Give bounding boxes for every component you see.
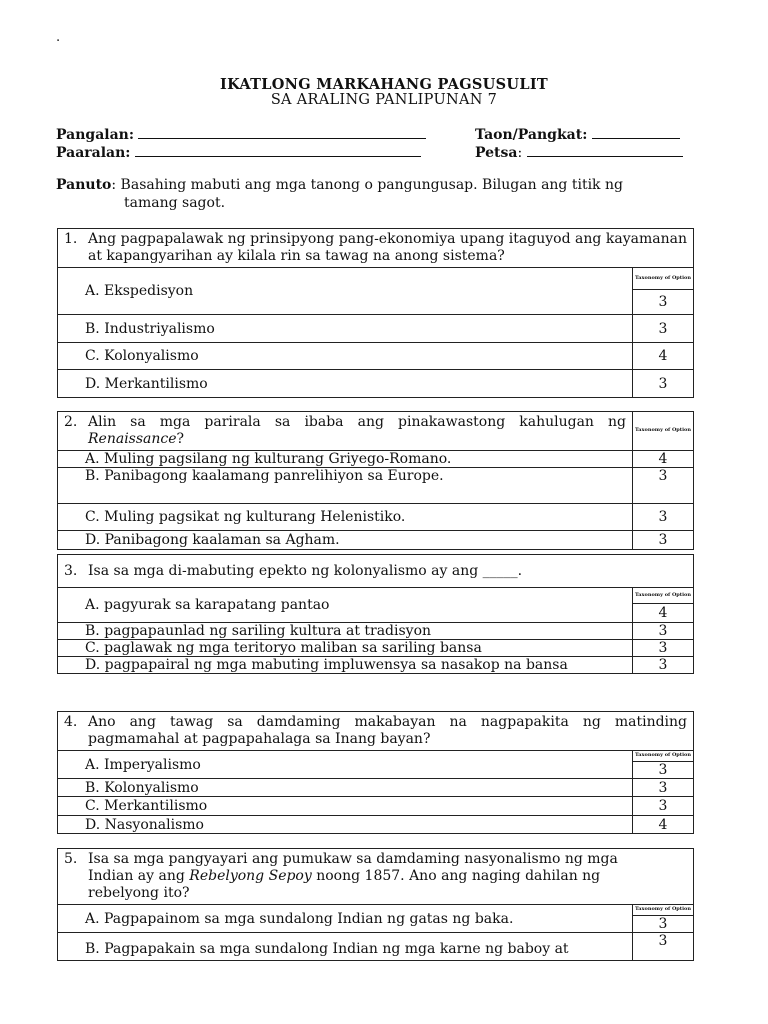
taxonomy-value: 3 <box>633 531 694 550</box>
option-a[interactable]: A. Ekspedisyon <box>58 268 633 315</box>
option-d[interactable]: D. Panibagong kaalaman sa Agham. <box>58 531 633 550</box>
taxonomy-value: 3 <box>633 370 694 398</box>
option-b[interactable]: B. pagpapaunlad ng sariling kultura at tradisyon <box>58 623 633 640</box>
option-b[interactable]: B. Kolonyalismo <box>58 779 633 797</box>
taxonomy-value: 4 <box>633 343 694 370</box>
taxonomy-header: Taxonomy of Option <box>633 905 694 916</box>
date-label: Petsa <box>475 145 518 161</box>
question-4 <box>57 711 694 834</box>
taxonomy-value: 3 <box>633 504 694 531</box>
option-d[interactable]: D. Merkantilismo <box>58 370 633 398</box>
year-section-blank[interactable] <box>592 126 680 139</box>
taxonomy-value: 3 <box>633 916 694 933</box>
taxonomy-value: 4 <box>633 816 694 834</box>
taxonomy-header: Taxonomy of Option <box>633 412 694 451</box>
question-stem: 5. Isa sa mga pangyayari ang pumukaw sa damdaming nasyonalismo ng mga Indian ay ang Rebelyong Sepoy noong 1857. Ano ang naging dahilan ng rebelyong ito? <box>58 849 694 905</box>
taxonomy-value: 3 <box>633 315 694 343</box>
name-field <box>56 126 426 143</box>
option-a[interactable]: A. Imperyalismo <box>58 751 633 779</box>
taxonomy-header: Taxonomy of Option <box>633 751 694 762</box>
taxonomy-value: 4 <box>633 451 694 468</box>
year-section-field <box>475 126 680 143</box>
question-5 <box>57 848 694 961</box>
school-label: Paaralan: <box>56 145 131 161</box>
name-label: Pangalan: <box>56 127 134 143</box>
taxonomy-value: 3 <box>633 623 694 640</box>
question-stem: 4. Ano ang tawag sa damdaming makabayan na nagpapakita ng matinding pagmamahal at pagpapahalaga sa Inang bayan? <box>58 712 694 751</box>
exam-title: IKATLONG MARKAHANG PAGSUSULIT <box>220 76 548 93</box>
taxonomy-value: 4 <box>633 604 694 623</box>
question-stem: 3. Isa sa mga di-mabuting epekto ng kolonyalismo ay ang _____. <box>58 555 694 588</box>
option-c[interactable]: C. paglawak ng mga teritoryo maliban sa sariling bansa <box>58 640 633 657</box>
option-d[interactable]: D. Nasyonalismo <box>58 816 633 834</box>
stray-dot: . <box>56 30 61 45</box>
option-c[interactable]: C. Merkantilismo <box>58 797 633 816</box>
option-d[interactable]: D. pagpapairal ng mga mabuting impluwensya sa nasakop na bansa <box>58 657 633 674</box>
exam-subtitle: SA ARALING PANLIPUNAN 7 <box>270 92 498 108</box>
instructions <box>56 176 696 212</box>
taxonomy-header: Taxonomy of Option <box>633 588 694 604</box>
taxonomy-value: 3 <box>633 779 694 797</box>
option-b[interactable]: B. Industriyalismo <box>58 315 633 343</box>
taxonomy-value: 3 <box>633 762 694 779</box>
name-blank[interactable] <box>138 126 426 139</box>
taxonomy-value: 3 <box>633 468 694 504</box>
question-stem: 2. Alin sa mga parirala sa ibaba ang pinakawastong kahulugan ng Renaissance? <box>58 412 633 451</box>
taxonomy-value: 3 <box>633 797 694 816</box>
taxonomy-value: 3 <box>633 657 694 674</box>
question-1 <box>57 228 694 398</box>
date-blank[interactable] <box>527 144 683 157</box>
instructions-text-cont: tamang sagot. <box>124 195 226 211</box>
question-3 <box>57 554 694 674</box>
option-a[interactable]: A. Pagpapainom sa mga sundalong Indian ng gatas ng baka. <box>58 905 633 933</box>
option-c[interactable]: C. Kolonyalismo <box>58 343 633 370</box>
school-blank[interactable] <box>135 144 421 157</box>
option-b[interactable]: B. Pagpapakain sa mga sundalong Indian ng mga karne ng baboy at <box>58 933 633 961</box>
taxonomy-value: 3 <box>633 933 694 961</box>
taxonomy-value: 3 <box>633 640 694 657</box>
instructions-text: : Basahing mabuti ang mga tanong o pangungusap. Bilugan ang titik ng <box>111 177 623 193</box>
year-section-label: Taon/Pangkat: <box>475 127 588 143</box>
instructions-label: Panuto <box>56 177 112 193</box>
option-c[interactable]: C. Muling pagsikat ng kulturang Helenistiko. <box>58 504 633 531</box>
option-a[interactable]: A. Muling pagsilang ng kulturang Griyego-Romano. <box>58 451 633 468</box>
school-field <box>56 144 421 161</box>
option-b[interactable]: B. Panibagong kaalamang panrelihiyon sa Europe. <box>58 468 633 504</box>
taxonomy-value: 3 <box>633 290 694 315</box>
taxonomy-header: Taxonomy of Option <box>633 268 694 290</box>
date-field: Petsa: <box>475 144 683 161</box>
question-stem: 1. Ang pagpapalawak ng prinsipyong pang-ekonomiya upang itaguyod ang kayamanan at kapangyarihan ay kilala rin sa tawag na anong sistema? <box>58 229 694 268</box>
question-2 <box>57 411 694 550</box>
option-a[interactable]: A. pagyurak sa karapatang pantao <box>58 588 633 623</box>
